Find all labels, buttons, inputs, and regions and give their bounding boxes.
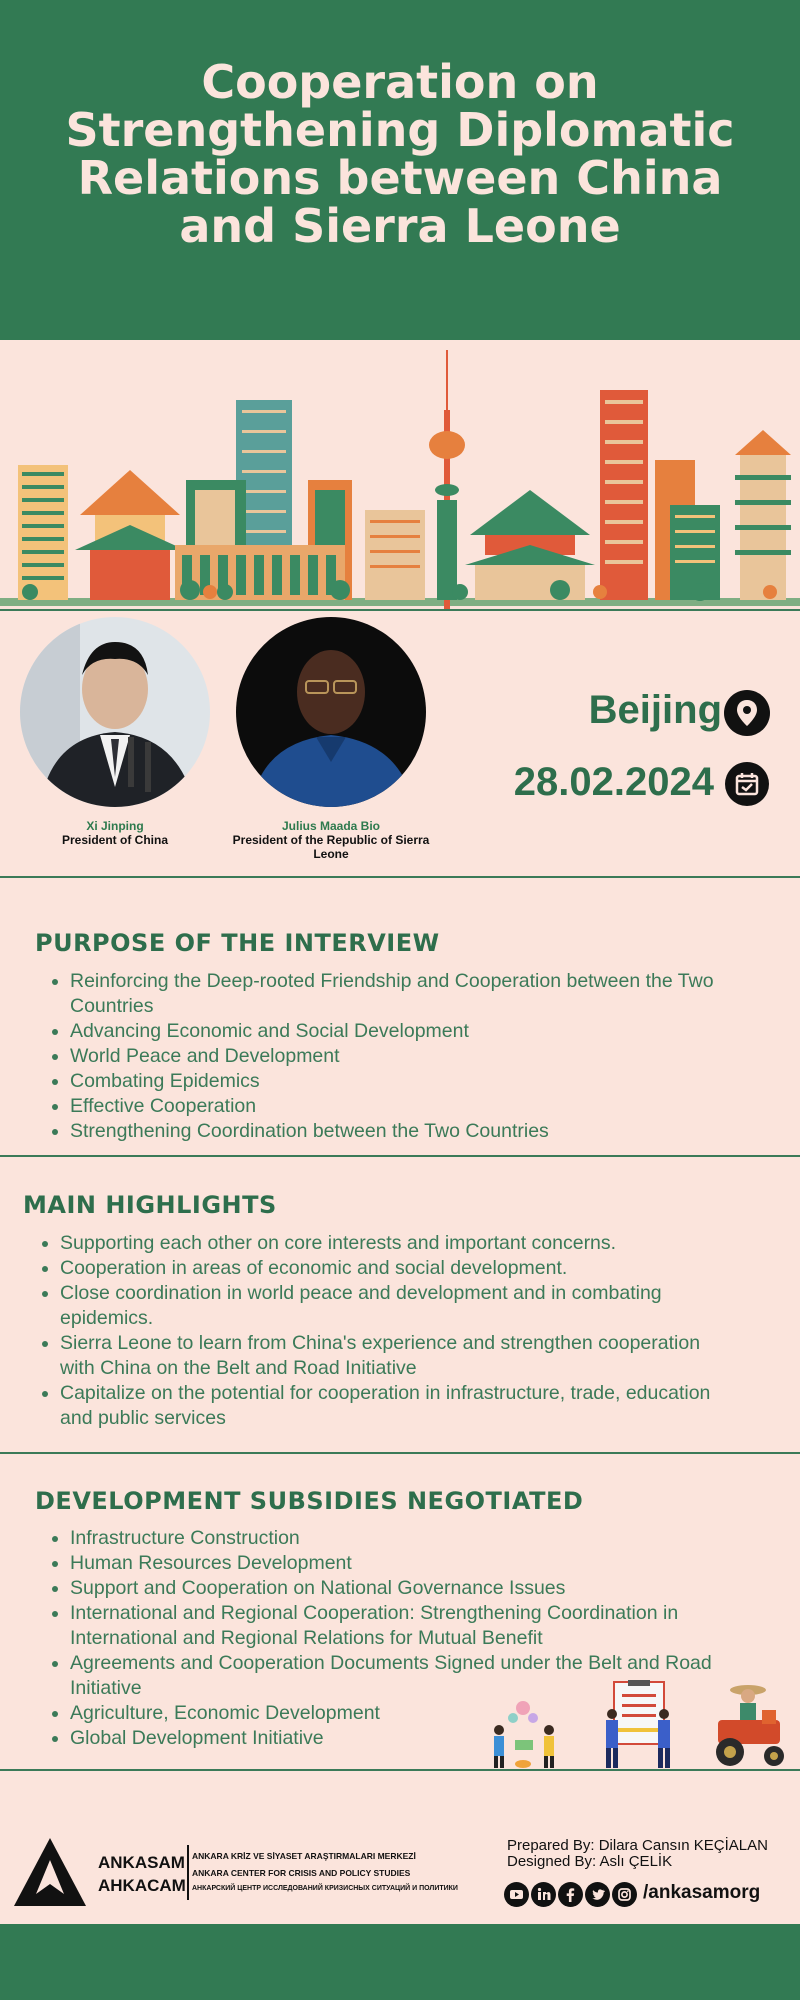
list-item: • Advancing Economic and Social Development bbox=[70, 1019, 770, 1044]
leader-role: President of China bbox=[61, 833, 168, 847]
location-pin-icon bbox=[724, 690, 770, 736]
logo-divider bbox=[187, 1845, 189, 1900]
list-item: • Effective Cooperation bbox=[70, 1094, 770, 1119]
logo-wordmark-cyrillic: AHKACAM bbox=[98, 1876, 186, 1895]
list-item: • Cooperation in areas of economic and social development. bbox=[60, 1256, 740, 1281]
list-item: • Strengthening Coordination between the Two Countries bbox=[70, 1119, 770, 1144]
list-item: • Infrastructure Construction bbox=[70, 1526, 785, 1551]
social-handle[interactable]: /ankasamorg bbox=[643, 1882, 761, 1903]
leader-role: President of the Republic of Sierra Leone bbox=[232, 833, 430, 861]
prepared-by: Prepared By: Dilara Cansın KEÇİALAN bbox=[507, 1837, 768, 1854]
highlights-list bbox=[60, 1231, 740, 1431]
leader-name: Julius Maada Bio bbox=[281, 819, 381, 833]
org-name-english: ANKARA CENTER FOR CRISIS AND POLICY STUDIES bbox=[192, 1868, 411, 1878]
leader-caption-bio bbox=[221, 819, 441, 861]
list-item: • Agreements and Cooperation Documents Signed under the Belt and Road Initiative bbox=[70, 1651, 760, 1701]
header-banner bbox=[0, 0, 800, 340]
subsidies-heading: DEVELOPMENT SUBSIDIES NEGOTIATED bbox=[35, 1487, 584, 1515]
purpose-list bbox=[70, 969, 770, 1144]
calendar-icon bbox=[725, 762, 769, 806]
footer-band bbox=[0, 1924, 800, 2000]
section-divider bbox=[0, 1155, 800, 1157]
agreement-handshake-illustration bbox=[598, 1680, 680, 1770]
farmer-tractor-illustration bbox=[700, 1680, 796, 1770]
list-item: • Agriculture, Economic Development bbox=[70, 1701, 785, 1726]
facebook-icon[interactable] bbox=[558, 1882, 583, 1907]
meeting-date: 28.02.2024 bbox=[513, 760, 714, 804]
ankasam-logo-icon bbox=[12, 1836, 88, 1908]
purpose-heading: PURPOSE OF THE INTERVIEW bbox=[35, 929, 440, 957]
page-title: Cooperation on Strengthening Diplomatic Relations between China and Sierra Leone bbox=[65, 55, 735, 253]
section-divider bbox=[0, 609, 800, 611]
meeting-location: Beijing bbox=[588, 688, 722, 732]
leader-caption-xi bbox=[5, 819, 225, 847]
list-item: • Support and Cooperation on National Governance Issues bbox=[70, 1576, 785, 1601]
xi-jinping-portrait bbox=[20, 617, 210, 807]
org-name-russian: АНКАРСКИЙ ЦЕНТР ИССЛЕДОВАНИЙ КРИЗИСНЫХ СИТУАЦИЙ И ПОЛИТИКИ bbox=[192, 1885, 458, 1892]
linkedin-icon[interactable] bbox=[531, 1882, 556, 1907]
section-divider bbox=[0, 1769, 800, 1771]
twitter-icon[interactable] bbox=[585, 1882, 610, 1907]
finance-people-illustration bbox=[485, 1690, 565, 1770]
list-item: • International and Regional Cooperation: Strengthening Coordination in International and Regional Relations for Mutual Benefit bbox=[70, 1601, 785, 1651]
org-name-turkish: ANKARA KRİZ VE SİYASET ARAŞTIRMALARI MERKEZİ bbox=[192, 1851, 416, 1861]
list-item: • Sierra Leone to learn from China's experience and strengthen cooperation with China on the Belt and Road Initiative bbox=[60, 1331, 740, 1381]
youtube-icon[interactable] bbox=[504, 1882, 529, 1907]
list-item: • Supporting each other on core interests and important concerns. bbox=[60, 1231, 740, 1256]
list-item: • Human Resources Development bbox=[70, 1551, 785, 1576]
city-skyline-illustration bbox=[0, 340, 800, 610]
highlights-heading: MAIN HIGHLIGHTS bbox=[23, 1191, 277, 1219]
julius-maada-bio-portrait bbox=[236, 617, 426, 807]
designed-by: Designed By: Aslı ÇELİK bbox=[507, 1853, 673, 1870]
instagram-icon[interactable] bbox=[612, 1882, 637, 1907]
list-item: • Reinforcing the Deep-rooted Friendship and Cooperation between the Two Countries bbox=[70, 969, 770, 1019]
logo-wordmark-latin: ANKASAM bbox=[98, 1853, 185, 1872]
section-divider bbox=[0, 876, 800, 878]
section-divider bbox=[0, 1452, 800, 1454]
list-item: • Close coordination in world peace and development and in combating epidemics. bbox=[60, 1281, 740, 1331]
list-item: • World Peace and Development bbox=[70, 1044, 770, 1069]
list-item: • Capitalize on the potential for cooperation in infrastructure, trade, education and public services bbox=[60, 1381, 740, 1431]
list-item: • Global Development Initiative bbox=[70, 1726, 785, 1751]
list-item: • Combating Epidemics bbox=[70, 1069, 770, 1094]
leader-name: Xi Jinping bbox=[86, 819, 144, 833]
